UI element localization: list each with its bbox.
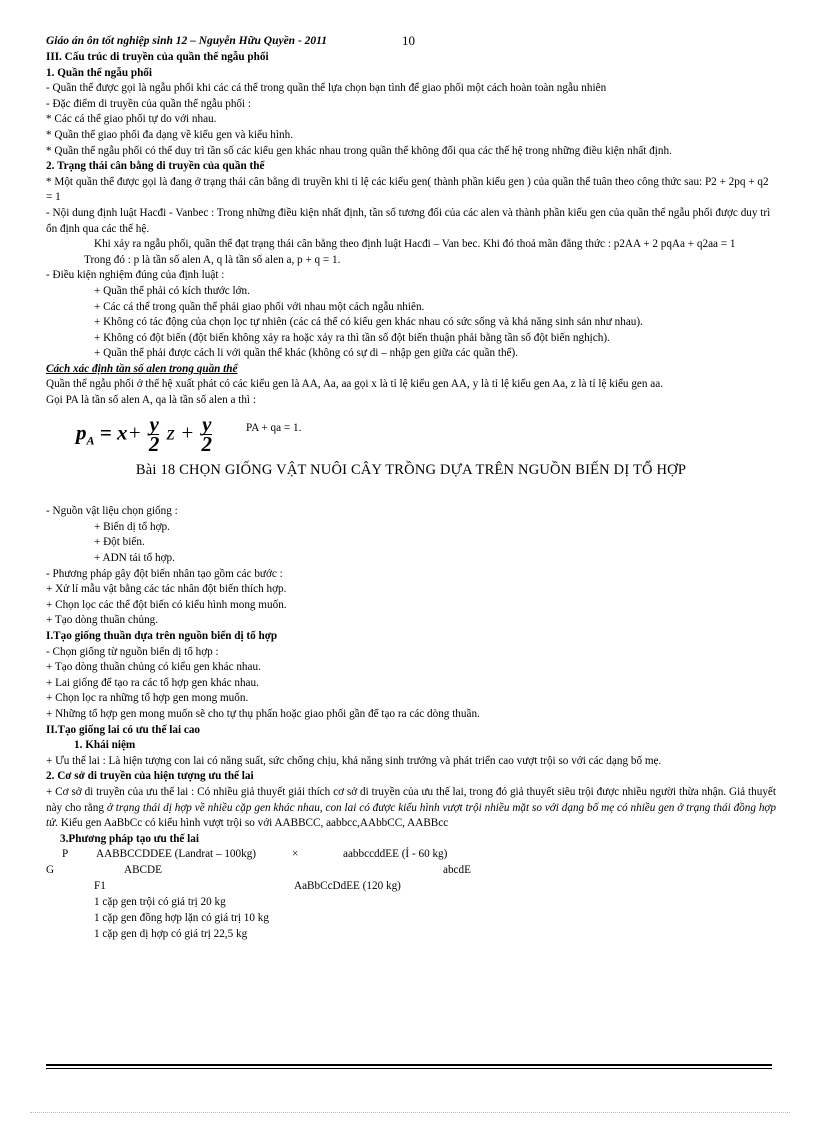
list-item: + Xử lí mẫu vật bằng các tác nhân đột biến thích hợp. <box>46 583 287 596</box>
cross-gametes-row <box>46 863 776 879</box>
cross-f1-row <box>46 879 776 895</box>
text-run: Kiểu gen AaBbCc có kiểu hình vượt trội so với AABBCC, aabbcc,AAbbCC, AABBcc <box>58 817 449 830</box>
list-item: 1 cặp gen dị hợp có giá trị 22,5 kg <box>94 927 248 940</box>
paragraph: - Điều kiện nghiệm đúng của định luật : <box>46 269 225 282</box>
paragraph: * Các cá thể giao phối tự do với nhau. <box>46 113 217 126</box>
section-heading: III. Cấu trúc di truyền của quần thể ngẫu phối <box>46 51 269 63</box>
paragraph: - Phương pháp gây đột biến nhân tạo gồm các bước : <box>46 567 283 580</box>
list-item: + Lai giống để tạo ra các tổ hợp gen khác nhau. <box>46 676 259 689</box>
cross-gamete-2: abcdE <box>443 864 471 877</box>
paragraph: * Một quần thể được gọi là đang ở trạng thái cân bằng di truyền khi tỉ lệ các kiểu gen( thành phần kiểu gen ) của quần thể tuân theo công thức sau: P2 + 2pq + q2 = 1 <box>46 175 769 204</box>
cross-label-f1: F1 <box>94 880 106 893</box>
header-title: Giáo án ôn tốt nghiệp sinh 12 – Nguyễn Hữu Quyền - 2011 <box>46 35 328 47</box>
list-item: + Không có tác động của chọn lọc tự nhiên (các cá thể có kiểu gen khác nhau có sức sống và khả năng sinh sản như nhau). <box>94 316 643 329</box>
paragraph: - Đặc điểm di truyền của quần thể ngẫu phối : <box>46 97 252 110</box>
list-item: + Không có đột biến (đột biến không xảy ra hoặc xảy ra thì tần số đột biến thuận phải bằng tần số đột biến nghịch). <box>94 331 610 344</box>
subheading: 3.Phương pháp tạo ưu thế lai <box>60 832 199 845</box>
paragraph: * Quần thể ngẫu phối có thể duy trì tần số các kiểu gen khác nhau trong quần thể không đổi qua các thế hệ trong những điều kiện nhất định. <box>46 144 672 157</box>
subheading: II.Tạo giống lai có ưu thế lai cao <box>46 723 201 736</box>
italic-text-run: ở trạng thái dị hợp về nhiều cặp gen khác nhau, con lai có được kiểu hình vượt trội nhiều mặt so với dạng bố mẹ có nhiều gen ở trạng thái đồng hợp tử. <box>46 801 776 830</box>
cross-f1-genotype: AaBbCcDdEE (120 kg) <box>294 880 401 893</box>
page-header <box>46 34 776 50</box>
cross-parent-1: AABBCCDDEE (Landrat – 100kg) <box>96 848 257 861</box>
list-item: + ADN tái tổ hợp. <box>94 552 175 565</box>
formula-expression: $p_A = x+$ $\frac{y}{2}$ z + $\frac{y}{2}$ <box>76 411 212 456</box>
paragraph: + Ưu thế lai : Là hiện tượng con lai có năng suất, sức chống chịu, khả năng sinh trưởng và phát triển cao vượt trội so với các dạng bố mẹ. <box>46 754 662 767</box>
list-item: + Quần thể phải được cách li với quần thể khác (không có sự di – nhập gen giữa các quần thể). <box>94 347 519 360</box>
list-item: + Quần thể phải có kích thước lớn. <box>94 284 250 297</box>
list-item: + Chọn lọc các thể đột biến có kiểu hình mong muốn. <box>46 598 287 611</box>
paragraph: - Quần thể được gọi là ngẫu phối khi các cá thể trong quần thể lựa chọn bạn tình để giao phối một cách hoàn toàn ngẫu nhiên <box>46 82 607 95</box>
paragraph: Gọi PA là tần số alen A, qa là tần số alen a thì : <box>46 394 256 407</box>
footer-rule-thick <box>46 1064 772 1066</box>
list-item: + Tạo dòng thuần chủng. <box>46 614 159 627</box>
paragraph <box>46 785 776 832</box>
paragraph: Quần thể ngẫu phối ở thế hệ xuất phát có các kiểu gen là AA, Aa, aa gọi x là tỉ lệ kiểu gen AA, y là tỉ lệ kiểu gen Aa, z là tỉ lệ kiểu gen aa. <box>46 378 663 391</box>
list-item: + Biến dị tổ hợp. <box>94 520 170 533</box>
list-item: 1 cặp gen đồng hợp lặn có giá trị 10 kg <box>94 911 269 924</box>
cross-parent-2: aabbccddEE (Ỉ - 60 kg) <box>343 848 448 861</box>
footer-rule-thin <box>46 1068 772 1069</box>
cross-parents-row <box>46 847 776 863</box>
paragraph: - Chọn giống từ nguồn biến dị tổ hợp : <box>46 645 219 658</box>
lesson-title: Bài 18 CHỌN GIỐNG VẬT NUÔI CÂY TRỒNG DỰA TRÊN NGUỒN BIẾN DỊ TỔ HỢP <box>135 461 687 478</box>
paragraph: - Nội dung định luật Hacđi - Vanbec : Trong những điều kiện nhất định, tần số tương đối của các alen và thành phần kiểu gen của quần thể ngẫu phối được duy trì ổn định qua các thế hệ. <box>46 206 771 235</box>
subheading: 1. Khái niệm <box>74 739 136 752</box>
paragraph: Khi xảy ra ngẫu phối, quần thể đạt trạng thái cân bằng theo định luật Hacđi – Van bec. Khi đó thoả mãn đẳng thức : p2AA + 2 pqAa + q2aa = 1 <box>94 238 736 251</box>
list-item: + Chọn lọc ra những tổ hợp gen mong muốn. <box>46 692 249 705</box>
list-item: + Những tổ hợp gen mong muốn sẽ cho tự thụ phấn hoặc giao phối gần để tạo ra các dòng thuần. <box>46 707 480 720</box>
method-heading: Cách xác định tần số alen trong quần thể <box>46 362 238 375</box>
paragraph: * Quần thể giao phối đa dạng về kiểu gen và kiểu hình. <box>46 128 293 141</box>
text-run: + Cơ sở di truyền của ưu thế lai : Có nhiều giả thuyết giải thích cơ sở di truyền của ưu thế lai, trong đó giả thuyết siêu trội được nhiều người thừa nhận. Giả thuyết này cho rằng <box>46 785 776 814</box>
page-bottom-dotted-line <box>30 1112 790 1113</box>
document-page <box>46 34 776 942</box>
cross-gamete-1: ABCDE <box>124 864 162 877</box>
subheading: 2. Trạng thái cân bằng di truyền của quần thể <box>46 160 265 173</box>
cross-label-p: P <box>62 848 69 861</box>
list-item: 1 cặp gen trội có giá trị 20 kg <box>94 896 226 909</box>
page-number: 10 <box>402 33 415 48</box>
cross-symbol: × <box>292 848 299 861</box>
list-item: + Các cá thể trong quần thể phải giao phối với nhau một cách ngẫu nhiên. <box>94 300 425 313</box>
paragraph: - Nguồn vật liệu chọn giống : <box>46 505 178 518</box>
paragraph: Trong đó : p là tần số alen A, q là tần số alen a, p + q = 1. <box>84 253 341 266</box>
subheading: 1. Quần thể ngẫu phối <box>46 66 153 79</box>
list-item: + Đột biến. <box>94 536 145 549</box>
cross-label-g: G <box>46 864 55 877</box>
subheading: I.Tạo giống thuần dựa trên nguồn biến dị tổ hợp <box>46 630 278 642</box>
list-item: + Tạo dòng thuần chủng có kiểu gen khác nhau. <box>46 661 261 674</box>
subheading: 2. Cơ sở di truyền của hiện tượng ưu thế lai <box>46 770 254 783</box>
formula-note: PA + qa = 1. <box>246 421 302 434</box>
allele-frequency-formula <box>46 413 776 457</box>
